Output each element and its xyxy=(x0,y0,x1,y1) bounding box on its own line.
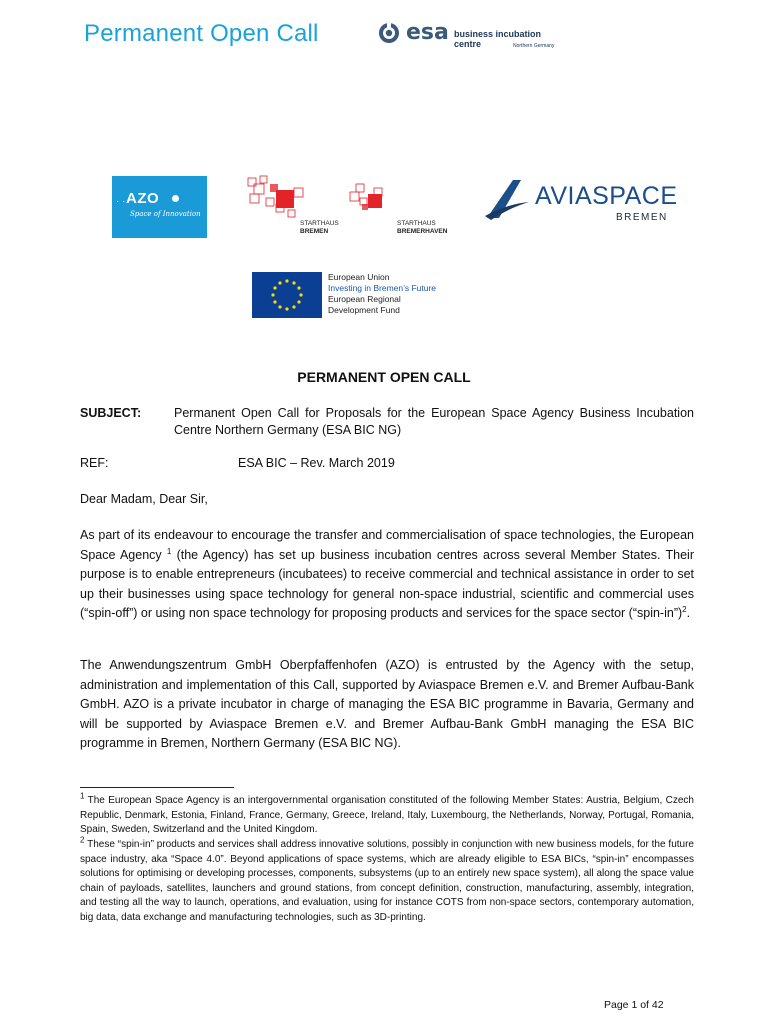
page-header-title: Permanent Open Call xyxy=(84,20,319,47)
paragraph-1-end: . xyxy=(686,606,691,620)
paragraph-1-part-a: As part of its endeavour to encourage the transfer and commercialisation of space technologies, the European Space Agency xyxy=(80,528,694,562)
aviaspace-chevron-icon xyxy=(483,178,533,222)
eu-flag-icon xyxy=(252,272,322,318)
subject-text: Permanent Open Call for Proposals for the European Space Agency Business Incubation Centre Northern Germany (ESA BIC NG) xyxy=(174,406,694,437)
aviaspace-logo xyxy=(483,178,678,224)
starthaus-bremerhaven-line2: BREMERHAVEN xyxy=(397,227,448,235)
starthaus-bremerhaven-label xyxy=(397,220,447,235)
footnote-ref-1: 1 xyxy=(166,546,172,556)
ref-label: REF: xyxy=(80,456,109,470)
starthaus-bremen-label xyxy=(300,220,339,235)
paragraph-2: The Anwendungszentrum GmbH Oberpfaffenhofen (AZO) is entrusted by the Agency with the setup, administration and implementation of this Call, supported by Aviaspace Bremen e.V. and Bremer Aufbau-Bank GmbH. AZO is a private incubator in charge of managing the ESA BIC programme in Bavaria, Germany and will be supported by Aviaspace Bremen e.V. and Bremer Aufbau-Bank GmbH managing the ESA BIC programme in Bremen, Northern Germany (ESA BIC NG). xyxy=(80,658,694,750)
eu-line4: Development Fund xyxy=(328,305,400,315)
footnote-1-mark: 1 xyxy=(80,791,85,801)
footnote-divider xyxy=(80,787,234,788)
esa-emblem-icon xyxy=(378,22,400,44)
document-title: PERMANENT OPEN CALL xyxy=(297,369,471,385)
aviaspace-name: AVIASPACE xyxy=(535,182,678,210)
footnote-2-mark: 2 xyxy=(80,835,85,845)
starthaus-bremerhaven-line1: STARTHAUS xyxy=(397,220,436,227)
azo-logo-tagline: Space of Innovation xyxy=(130,210,201,218)
subject-label: SUBJECT: xyxy=(80,406,142,420)
azo-logo-name: AZO xyxy=(126,190,160,207)
eu-line3: European Regional xyxy=(328,294,401,304)
eu-line1: European Union xyxy=(328,272,390,282)
eu-funding-logo xyxy=(252,270,472,320)
eu-line2: Investing in Bremen’s Future xyxy=(328,283,437,293)
footnote-1-text: The European Space Agency is an intergovernmental organisation constituted of the following Member States: Austria, Belgium, Czech Republic, Denmark, Estonia, Finland, France, Germany, Greece, Ireland, Italy, Luxembourg, the Netherlands, Norway, Portugal, Romania, Spain, Sweden, Switzerland and the United Kingdom. xyxy=(80,795,694,835)
paragraph-1 xyxy=(80,526,694,624)
azo-logo: · · AZO Space of Innovation xyxy=(112,176,207,238)
footnote-ref-2: 2 xyxy=(682,604,687,614)
esa-logo-line2: Northern Germany xyxy=(513,43,555,49)
ref-text: ESA BIC – Rev. March 2019 xyxy=(238,456,395,470)
esa-logo-line1: business incubation centre xyxy=(454,29,542,49)
esa-bic-logo xyxy=(378,18,568,58)
eu-funding-text xyxy=(328,272,436,316)
salutation: Dear Madam, Dear Sir, xyxy=(80,492,208,506)
footnote-2 xyxy=(80,835,694,925)
starthaus-bremen-line2: BREMEN xyxy=(300,227,329,235)
paragraph-1-part-b: (the Agency) has set up business incubation centres across several Member States. Their purpose is to enable entrepreneurs (incubatees) to receive commercial and technical assistance in order to set up their businesses using space technology for general non-space industrial, scientific and commercial uses (“spin-off”) or using non space technology for proposing products and services for the space sector (“spin-in”) xyxy=(80,547,694,620)
esa-wordmark: esa xyxy=(406,20,449,45)
page-number: Page 1 of 42 xyxy=(604,999,664,1011)
starthaus-bremen-line1: STARTHAUS xyxy=(300,220,339,227)
aviaspace-sub: BREMEN xyxy=(616,212,668,223)
footnote-1 xyxy=(80,791,694,838)
footnote-2-text: These “spin-in” products and services shall address innovative solutions, possibly in conjunction with new business models, for the future space industry, aka “Space 4.0”. Beyond applications of space systems, which are already eligible to ESA BICs, “spin-in” encompasses solutions for optimising or developing processes, components, subsystems (up to an entirely new space system), all along the space value chain of payloads, satellites, launchers and ground stations, from concept definition, construction, manufacturing, assembly, integration, and testing all the way to launch, operations, and evaluation, using for instance COTS from non-space sectors, contemporary automation, big data, data exchange and manufacturing technologies, such as 3D-printing. xyxy=(80,839,694,923)
starthaus-logos xyxy=(246,174,466,240)
